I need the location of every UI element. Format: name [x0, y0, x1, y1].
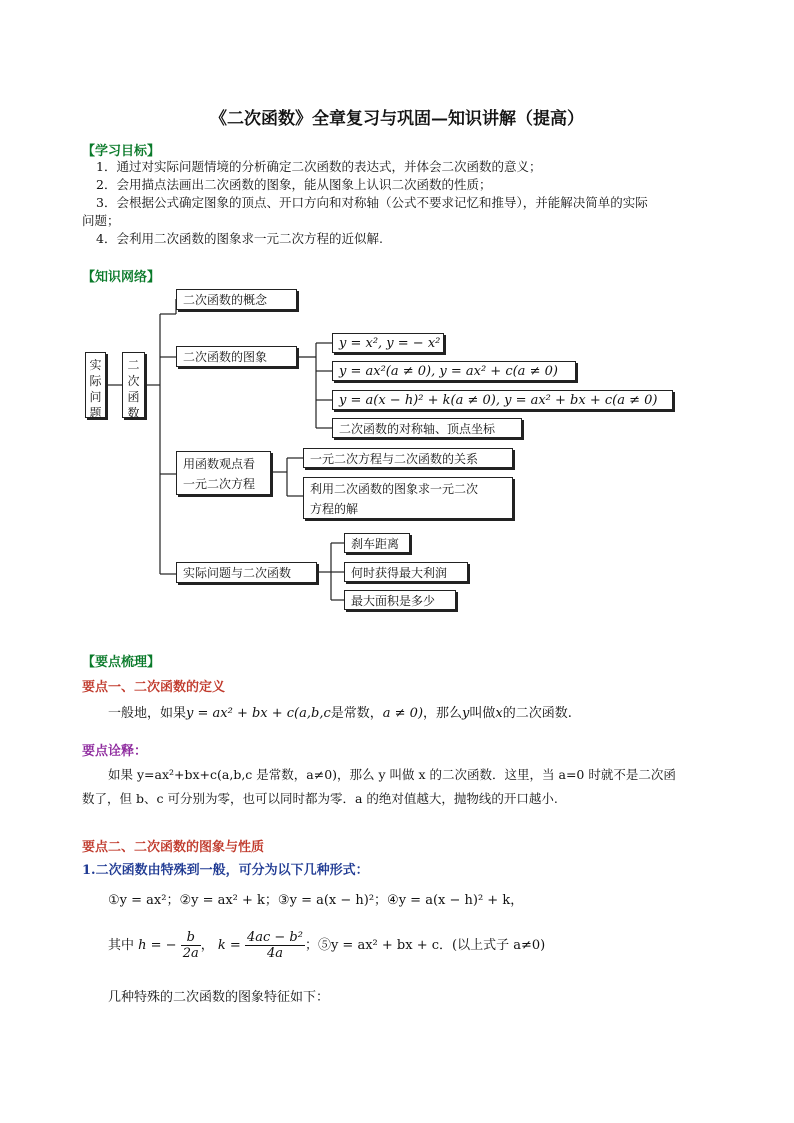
forms-line: ①y = ax²；②y = ax² + k；③y = a(x − h)²；④y = a(x − h)² + k， — [108, 893, 524, 908]
def-text-e: 的二次函数. — [502, 706, 572, 721]
def-text-c: ，那么 — [423, 706, 463, 721]
node-equation-solve-line1: 利用二次函数的图象求一元二次 — [310, 482, 479, 496]
node-axis-vertex: 二次函数的对称轴、顶点坐标 — [332, 418, 522, 438]
node-root: 实际问题 — [85, 352, 106, 418]
k-lhs: k = — [217, 938, 241, 953]
node-graph: 二次函数的图象 — [176, 346, 297, 367]
node-quadratic: 二次函数 — [122, 352, 145, 418]
where-text: 其中 — [108, 938, 135, 953]
def-formula: y = ax² + bx + c(a,b,c — [186, 706, 331, 721]
goal-item-1: 1．通过对实际问题情境的分析确定二次函数的表达式，并体会二次函数的意义； — [96, 159, 542, 174]
node-function-view — [176, 451, 271, 495]
forms-formulas: 其中 h = − $\frac{b}{2a}$ ， k = $\frac{\text{4ac − b²}}{4a}$ ；⑤y = ax² + bx + c．(以上式子 a≠0) — [108, 930, 546, 961]
node-practical: 实际问题与二次函数 — [176, 562, 317, 583]
points-heading: 【要点梳理】 — [82, 655, 161, 670]
goal-item-4: 4．会利用二次函数的图象求一元二次方程的近似解. — [96, 231, 383, 246]
def-text-d: 叫做 — [469, 706, 496, 721]
node-graph-form-1: y = x², y = − x² — [332, 333, 444, 353]
h-numerator: b — [181, 930, 201, 946]
node-braking: 刹车距离 — [344, 533, 410, 553]
h-fraction — [181, 930, 201, 961]
goal-item-3: 3．会根据公式确定图象的顶点、开口方向和对称轴（公式不要求记忆和推导），并能解决简单的实际 — [96, 195, 648, 210]
def-text-a: 一般地，如果 — [108, 706, 187, 721]
node-function-view-line2: 一元二次方程 — [183, 477, 256, 491]
condition-text: ．(以上式子 a≠0) — [439, 938, 546, 953]
node-equation-solve — [303, 477, 513, 519]
def-condition: a ≠ 0) — [382, 706, 424, 721]
form-5: ；⑤y = ax² + bx + c — [304, 938, 439, 953]
point2-title: 要点二、二次函数的图象与性质 — [82, 840, 265, 855]
node-max-area: 最大面积是多少 — [344, 590, 456, 610]
k-numerator: 4ac − b² — [246, 930, 303, 945]
node-equation-relation: 一元二次方程与二次函数的关系 — [303, 448, 513, 468]
def-var-y: y — [462, 706, 470, 721]
node-equation-solve-line2: 方程的解 — [310, 502, 359, 516]
node-function-view-line1: 用函数观点看 — [183, 457, 256, 471]
goal-item-2: 2．会用描点法画出二次函数的图象，能从图象上认识二次函数的性质； — [96, 177, 492, 192]
note-line-2: 数了，但 b、c 可分别为零，也可以同时都为零．a 的绝对值越大，抛物线的开口越小. — [82, 791, 558, 806]
k-fraction — [245, 930, 305, 961]
node-graph-form-3: y = a(x − h)² + k(a ≠ 0), y = ax² + bx + c(a ≠ 0) — [332, 390, 673, 410]
k-denominator: 4a — [266, 946, 283, 961]
features-line: 几种特殊的二次函数的图象特征如下： — [108, 990, 330, 1005]
point2-subtitle: 1.二次函数由特殊到一般，可分为以下几种形式： — [82, 863, 369, 878]
note-line-1: 如果 y=ax²+bx+c(a,b,c 是常数，a≠0)，那么 y 叫做 x 的二次函数．这里，当 a=0 时就不是二次函 — [108, 767, 676, 782]
def-text-b: 是常数， — [330, 706, 383, 721]
page-title: 《二次函数》全章复习与巩固—知识讲解（提高） — [210, 109, 584, 129]
point1-title: 要点一、二次函数的定义 — [82, 680, 226, 695]
point1-definition — [108, 704, 572, 723]
network-heading: 【知识网络】 — [82, 270, 161, 285]
node-max-profit: 何时获得最大利润 — [344, 562, 468, 582]
node-graph-form-2: y = ax²(a ≠ 0), y = ax² + c(a ≠ 0) — [332, 361, 576, 381]
h-denominator: 2a — [182, 946, 199, 961]
goals-heading: 【学习目标】 — [82, 144, 161, 159]
h-lhs: h = − — [138, 938, 177, 953]
goal-item-3-cont: 问题； — [82, 213, 120, 228]
note-title: 要点诠释： — [82, 744, 148, 759]
def-var-x: x — [495, 706, 503, 721]
node-concept: 二次函数的概念 — [176, 289, 297, 310]
